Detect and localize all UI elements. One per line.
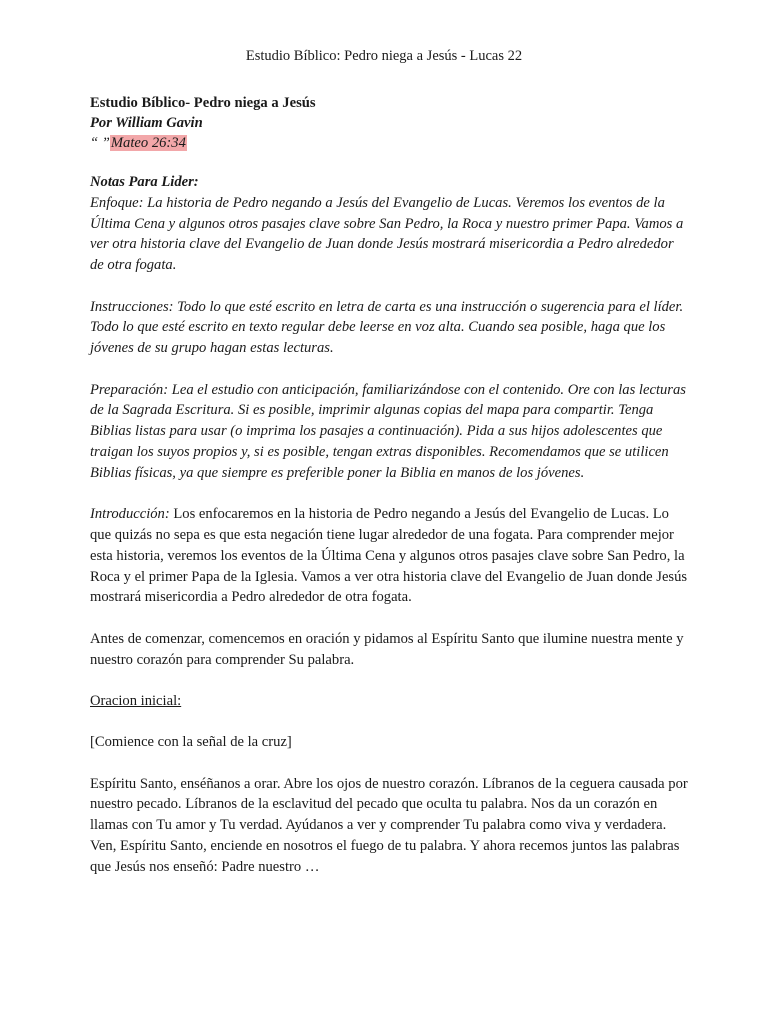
quote-marks: “ ” xyxy=(90,135,110,151)
document-author: Por William Gavin xyxy=(90,115,203,131)
before-start-paragraph: Antes de comenzar, comencemos en oración y pidamos al Espíritu Santo que ilumine nuestra mente y nuestro corazón para comprender Su palabra. xyxy=(90,630,684,668)
document-body xyxy=(90,93,690,898)
running-header: Estudio Bíblico: Pedro niega a Jesús - Lucas 22 xyxy=(245,48,523,64)
introduction-label: Introducción: xyxy=(90,506,170,523)
leader-notes-heading: Notas Para Lider: xyxy=(90,174,199,190)
opening-prayer-heading: Oracion inicial: xyxy=(90,692,182,709)
title-block xyxy=(90,93,690,153)
scripture-reference: Mateo 26:34 xyxy=(110,135,186,151)
opening-prayer-instruction: [Comience con la señal de la cruz] xyxy=(90,734,292,751)
preparation-paragraph: Preparación: Lea el estudio con anticipación, familiarizándose con el contenido. Ore con las lecturas de la Sagrada Escritura. Si es posible, imprimir algunas copias del mapa para compartir. Tenga Biblias listas para usar (o imprima los pasajes a continuación). Pida a sus hijos adolescentes que traigan los suyos propios y, si es posible, tengan extras disponibles. Recomendamos que se utilicen Biblias físicas, ya que siempre es preferible poner la Biblia en manos de los jóvenes. xyxy=(90,381,686,481)
instructions-paragraph: Instrucciones: Todo lo que esté escrito en letra de carta es una instrucción o sugerencia para el líder. Todo lo que esté escrito en texto regular debe leerse en voz alta. Cuando sea posible, haga que los jóvenes de su grupo hagan estas lecturas. xyxy=(90,298,684,357)
leader-notes-focus: Enfoque: La historia de Pedro negando a Jesús del Evangelio de Lucas. Veremos los eventos de la Última Cena y algunos otros pasajes clave sobre San Pedro, la Roca y nuestro primer Papa. Vamos a ver otra historia clave del Evangelio de Juan donde Jesús mostrará misericordia a Pedro alrededor de otra fogata. xyxy=(90,194,684,274)
introduction-paragraph xyxy=(90,504,690,608)
opening-prayer-text: Espíritu Santo, enséñanos a orar. Abre los ojos de nuestro corazón. Líbranos de la ceguera causada por nuestro pecado. Líbranos de la esclavitud del pecado que oculta tu palabra. Nos da un corazón en llamas con Tu amor y Tu verdad. Ayúdanos a ver y comprender Tu palabra como viva y verdadera. Ven, Espíritu Santo, enciende en nosotros el fuego de tu palabra. Y ahora recemos juntos las palabras que Jesús nos enseñó: Padre nuestro … xyxy=(90,775,688,875)
scripture-reference-line xyxy=(90,133,690,153)
leader-notes xyxy=(90,172,690,276)
document-title: Estudio Bíblico- Pedro niega a Jesús xyxy=(90,95,316,111)
introduction-text: Los enfocaremos en la historia de Pedro negando a Jesús del Evangelio de Lucas. Lo que quizás no sepa es que esta negación tiene lugar alrededor de una fogata. Para comprender mejor esta historia, veremos los eventos de la Última Cena y algunos otros pasajes clave sobre San Pedro, la Roca y el primer Papa de la Iglesia. Vamos a ver otra historia clave del Evangelio de Juan donde Jesús mostrará misericordia a Pedro alrededor de otra fogata. xyxy=(90,506,688,606)
